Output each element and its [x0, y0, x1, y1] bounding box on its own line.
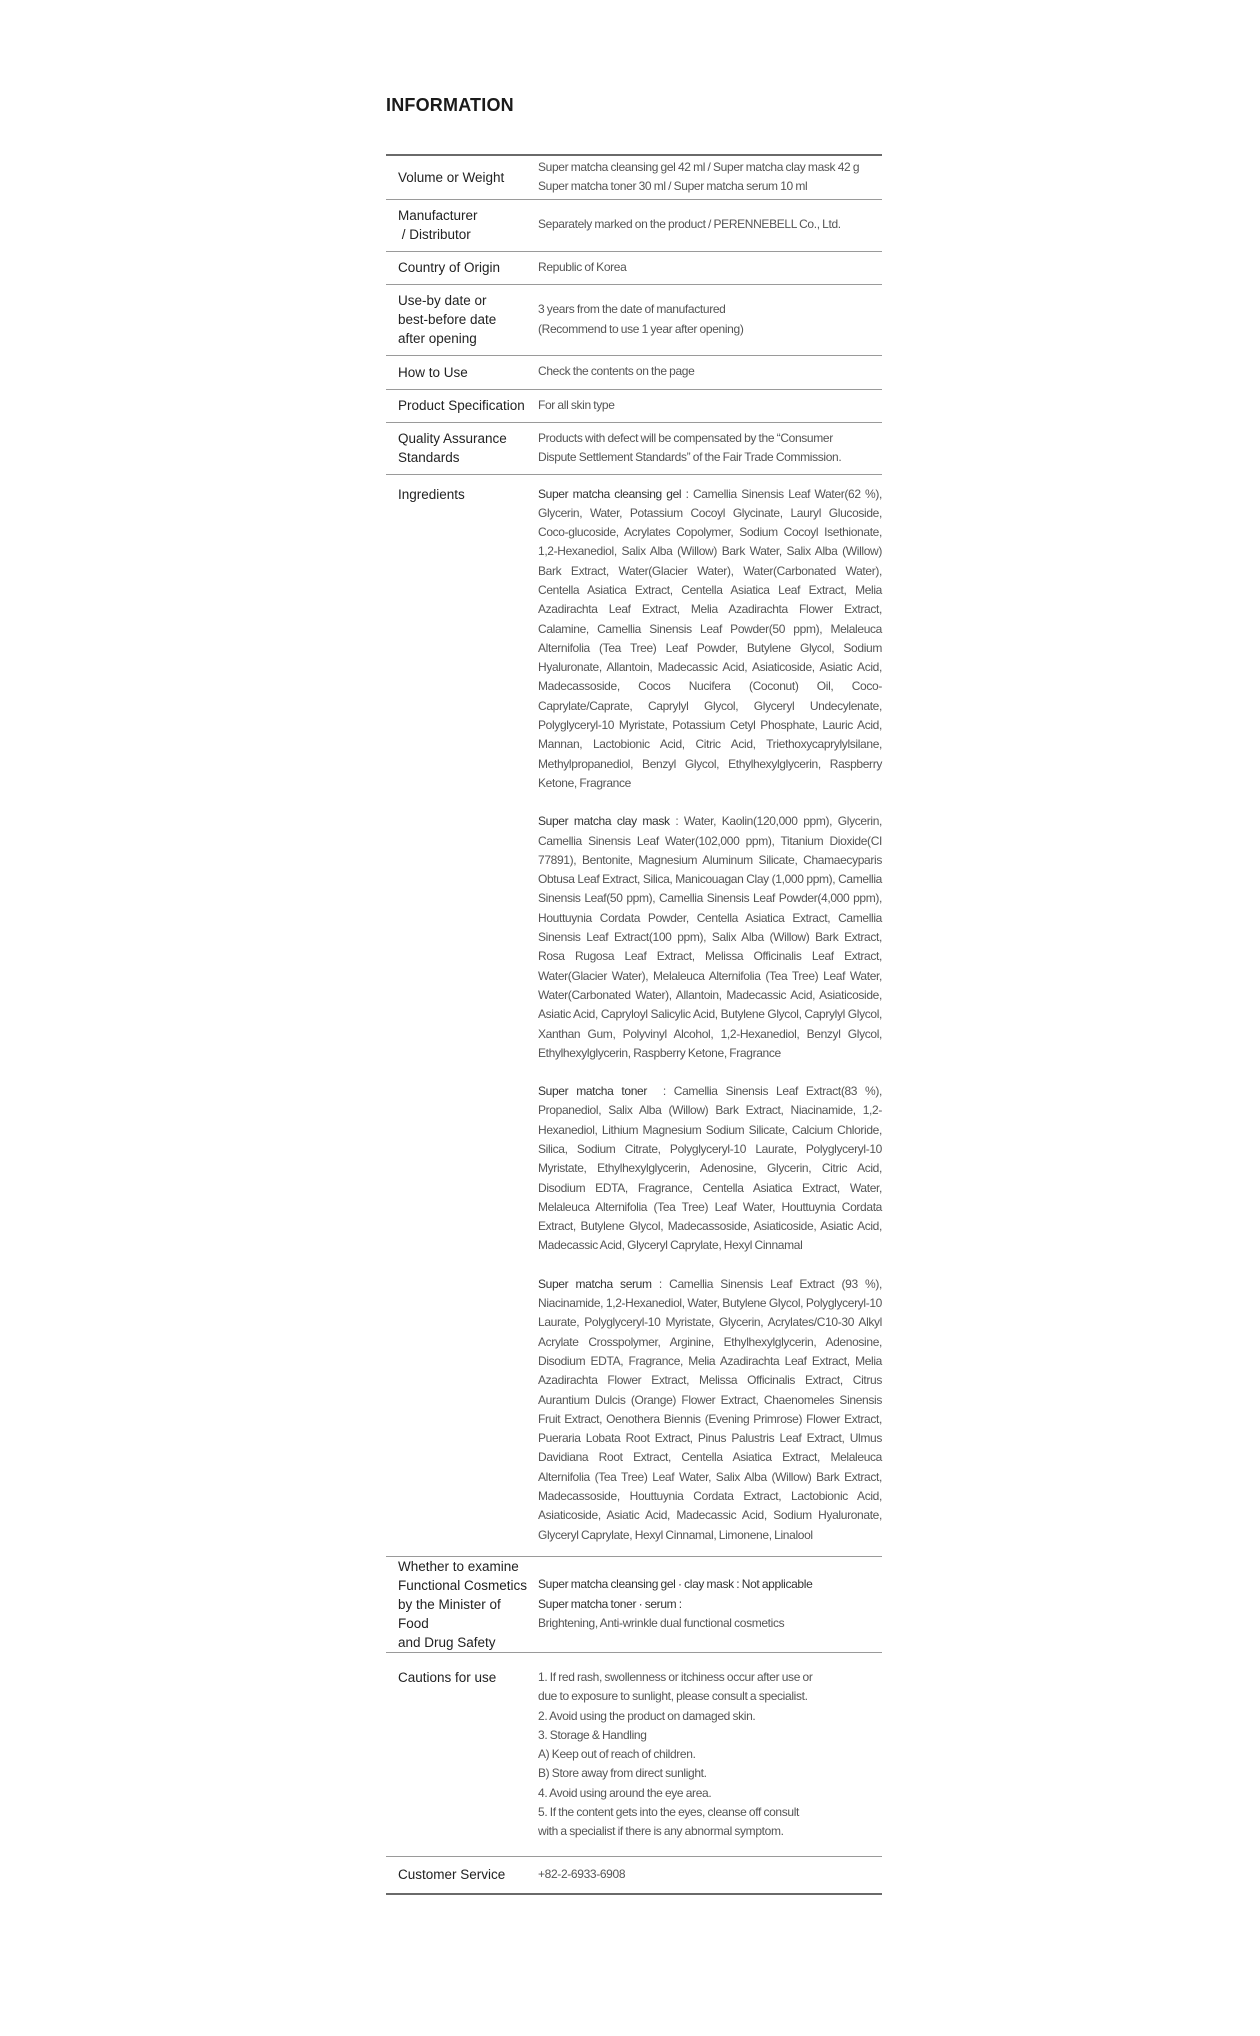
caution-line: 4. Avoid using around the eye area.	[538, 1785, 712, 1800]
row-value: Separately marked on the product / PERENNEBELL Co., Ltd.	[538, 199, 882, 251]
row-customer-service	[386, 1856, 882, 1894]
label-line: best-before date	[398, 312, 497, 327]
page-title: INFORMATION	[386, 95, 514, 115]
caution-line: with a specialist if there is any abnormal symptom.	[538, 1824, 784, 1839]
row-quality-assurance	[386, 422, 882, 474]
caution-line: 2. Avoid using the product on damaged skin.	[538, 1708, 756, 1723]
row-label: How to Use	[386, 355, 538, 389]
value-line: Dispute Settlement Standards” of the Fair Trade Commission.	[538, 450, 842, 464]
row-country-of-origin	[386, 251, 882, 284]
row-label	[386, 1556, 538, 1652]
ingredient-block-toner	[538, 1082, 885, 1256]
label-line: Standards	[398, 450, 460, 465]
value-line: Brightening, Anti-wrinkle dual functional cosmetics	[538, 1616, 785, 1631]
value-line: Super matcha toner · serum :	[538, 1596, 682, 1611]
row-functional-cosmetics	[386, 1556, 882, 1652]
row-value	[538, 422, 882, 474]
ingredient-product-name: Super matcha toner	[538, 1084, 647, 1099]
customer-service-phone: +82-2-6933-6908	[538, 1867, 626, 1882]
row-label: Ingredients	[386, 474, 538, 1556]
caution-line: 5. If the content gets into the eyes, cleanse off consult	[538, 1805, 800, 1820]
ingredient-product-name: Super matcha serum	[538, 1276, 652, 1291]
value-line: Super matcha toner 30 ml / Super matcha serum 10 ml	[538, 179, 808, 194]
value-line: Super matcha cleansing gel · clay mask : Not applicable	[538, 1577, 813, 1592]
label-line: Manufacturer	[398, 208, 478, 223]
row-cautions-for-use	[386, 1652, 882, 1856]
row-ingredients	[386, 474, 882, 1556]
row-label	[386, 199, 538, 251]
row-product-specification	[386, 389, 882, 422]
ingredient-block-cleansing-gel	[538, 485, 885, 794]
row-label	[386, 422, 538, 474]
row-label: Volume or Weight	[386, 155, 538, 199]
row-manufacturer	[386, 199, 882, 251]
caution-line: 1. If red rash, swollenness or itchiness occur after use or	[538, 1669, 813, 1684]
row-value	[538, 284, 882, 355]
ingredient-list: : Camellia Sinensis Leaf Water(62 %), Glycerin, Water, Potassium Cocoyl Glycinate, Lauryl Glucoside, Coco-glucoside, Acrylates Copolymer, Sodium Cocoyl Isethionate, 1,2-Hexanediol, Salix Alba (Willow) Bark Water, Salix Alba (Willow) Bark Extract, Water(Glacier Water), Water(Carbonated Water), Centella Asiatica Extract, Centella Asiatica Leaf Extract, Melia Azadirachta Leaf Extract, Melia Azadirachta Flower Extract, Calamine, Camellia Sinensis Leaf Powder(50 ppm), Melaleuca Alternifolia (Tea Tree) Leaf Powder, Butylene Glycol, Sodium Hyaluronate, Allantoin, Madecassic Acid, Asiaticoside, Asiatic Acid, Madecassoside, Cocos Nucifera (Coconut) Oil, Coco-Caprylate/Caprate, Caprylyl Glycol, Glyceryl Undecylenate, Polyglyceryl-10 Myristate, Potassium Cetyl Phosphate, Lauric Acid, Mannan, Lactobionic Acid, Citric Acid, Triethoxycaprylylsilane, Methylpropanediol, Benzyl Glycol, Ethylhexylglycerin, Raspberry Ketone, Fragrance	[538, 486, 885, 790]
value-line: Products with defect will be compensated by the “Consumer	[538, 430, 833, 445]
row-use-by-date	[386, 284, 882, 355]
caution-line: A) Keep out of reach of children.	[538, 1747, 696, 1762]
value-line: 3 years from the date of manufactured	[538, 302, 726, 317]
row-value: For all skin type	[538, 389, 882, 422]
row-value: Check the contents on the page	[538, 355, 882, 389]
row-label: Country of Origin	[386, 251, 538, 284]
ingredient-product-name: Super matcha cleansing gel	[538, 486, 682, 501]
row-value	[538, 1556, 882, 1652]
label-line: after opening	[398, 331, 477, 346]
row-label: Product Specification	[386, 389, 538, 422]
row-value	[538, 474, 885, 1556]
row-label	[386, 284, 538, 355]
product-information-table	[386, 154, 885, 1895]
row-how-to-use	[386, 355, 882, 389]
row-value	[538, 155, 882, 199]
ingredient-list: : Water, Kaolin(120,000 ppm), Glycerin, Camellia Sinensis Leaf Water(102,000 ppm), Titanium Dioxide(CI 77891), Bentonite, Magnesium Aluminum Silicate, Chamaecyparis Obtusa Leaf Extract, Silica, Manicouagan Clay (1,000 ppm), Camellia Sinensis Leaf(50 ppm), Camellia Sinensis Leaf Powder(4,000 ppm), Houttuynia Cordata Powder, Centella Asiatica Extract, Camellia Sinensis Leaf Extract(100 ppm), Salix Alba (Willow) Bark Extract, Rosa Rugosa Leaf Extract, Melissa Officinalis Leaf Extract, Water(Glacier Water), Melaleuca Alternifolia (Tea Tree) Leaf Water, Water(Carbonated Water), Allantoin, Madecassic Acid, Asiaticoside, Asiatic Acid, Capryloyl Salicylic Acid, Butylene Glycol, Caprylyl Glycol, Xanthan Gum, Polyvinyl Alcohol, 1,2-Hexanediol, Benzyl Glycol, Ethylhexylglycerin, Raspberry Ketone, Fragrance	[538, 814, 885, 1060]
caution-line: B) Store away from direct sunlight.	[538, 1766, 707, 1781]
label-line: / Distributor	[398, 227, 471, 242]
row-value: Republic of Korea	[538, 251, 882, 284]
ingredient-block-serum	[538, 1275, 885, 1545]
ingredient-block-clay-mask	[538, 812, 885, 1063]
label-line: Functional Cosmetics	[398, 1577, 528, 1593]
label-line: and Drug Safety	[398, 1634, 496, 1650]
row-value	[538, 1652, 882, 1856]
row-label: Customer Service	[398, 1867, 506, 1883]
value-line: (Recommend to use 1 year after opening)	[538, 321, 744, 336]
label-line: Whether to examine	[398, 1558, 519, 1574]
caution-line: due to exposure to sunlight, please consult a specialist.	[538, 1689, 808, 1704]
ingredient-list: : Camellia Sinensis Leaf Extract (93 %), Niacinamide, 1,2-Hexanediol, Water, Butylene Glycol, Polyglyceryl-10 Laurate, Polyglyceryl-10 Myristate, Glycerin, Acrylates/C10-30 Alkyl Acrylate Crosspolymer, Arginine, Ethylhexylglycerin, Adenosine, Disodium EDTA, Fragrance, Melia Azadirachta Leaf Extract, Melia Azadirachta Flower Extract, Melissa Officinalis Extract, Citrus Aurantium Dulcis (Orange) Flower Extract, Chaenomeles Sinensis Fruit Extract, Oenothera Biennis (Evening Primrose) Flower Extract, Pueraria Lobata Root Extract, Pinus Palustris Leaf Extract, Ulmus Davidiana Root Extract, Centella Asiatica Extract, Melaleuca Alternifolia (Tea Tree) Leaf Water, Salix Alba (Willow) Bark Extract, Madecassoside, Houttuynia Cordata Extract, Lactobionic Acid, Asiaticoside, Asiatic Acid, Madecassic Acid, Sodium Hyaluronate, Glyceryl Caprylate, Hexyl Cinnamal, Limonene, Linalool	[538, 1276, 885, 1542]
ingredient-list: : Camellia Sinensis Leaf Extract(83 %), Propanediol, Salix Alba (Willow) Bark Extract, Niacinamide, 1,2-Hexanediol, Lithium Magnesium Sodium Silicate, Calcium Chloride, Silica, Sodium Citrate, Polyglyceryl-10 Laurate, Polyglyceryl-10 Myristate, Ethylhexylglycerin, Adenosine, Glycerin, Citric Acid, Disodium EDTA, Fragrance, Centella Asiatica Extract, Water, Melaleuca Alternifolia (Tea Tree) Leaf Water, Houttuynia Cordata Extract, Butylene Glycol, Madecassoside, Asiaticoside, Asiatic Acid, Madecassic Acid, Glyceryl Caprylate, Hexyl Cinnamal	[538, 1084, 885, 1253]
value-line: Super matcha cleansing gel 42 ml / Super matcha clay mask 42 g	[538, 159, 860, 174]
label-line: by the Minister of Food	[398, 1596, 501, 1631]
label-line: Use-by date or	[398, 293, 487, 308]
label-line: Quality Assurance	[398, 431, 507, 446]
ingredient-product-name: Super matcha clay mask	[538, 814, 670, 829]
row-label: Cautions for use	[386, 1652, 538, 1856]
caution-line: 3. Storage & Handling	[538, 1727, 647, 1742]
row-volume	[386, 155, 882, 199]
